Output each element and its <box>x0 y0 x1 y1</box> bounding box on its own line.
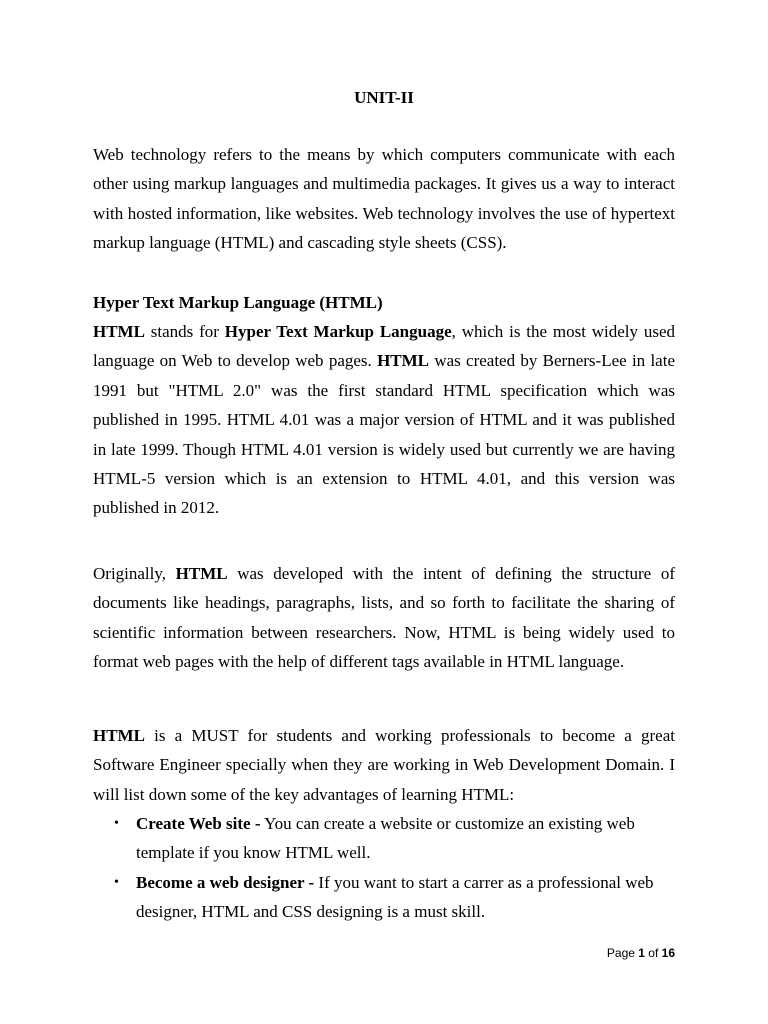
advantages-list <box>93 809 675 927</box>
bullet-icon: • <box>114 874 119 890</box>
text-run: stands for <box>144 322 225 341</box>
section-heading: Hyper Text Markup Language (HTML) <box>93 293 383 312</box>
footer-prefix: Page <box>606 946 639 960</box>
total-page-count: 16 <box>661 946 675 960</box>
text-run: was created by Berners-Lee in late 1991 but "HTML 2.0" was the first standard HTML specification which was published in 1995. HTML 4.01 was a major version of HTML and it was published in late 1999. Though HTML 4.01 version is widely used but currently we are having HTML-5 version which is an extension to HTML 4.01, and this version was published in 2012. <box>93 351 675 518</box>
bullet-text: If you want to start a carrer as a professional web designer, HTML and CSS designing is a must skill. <box>136 872 654 922</box>
page-title: UNIT-II <box>354 88 414 107</box>
html-advantages-paragraph <box>93 721 675 809</box>
text-run: was developed with the intent of defining the structure of documents like headings, paragraphs, lists, and so forth to facilitate the sharing of scientific information between researchers. Now, HTML is being widely used to format web pages with the help of different tags available in HTML language. <box>93 564 675 672</box>
bullet-label: Become a web designer - <box>136 872 315 892</box>
bullet-icon: • <box>114 816 119 831</box>
bold-term: Hyper Text Markup Language <box>224 322 452 341</box>
text-run: is a MUST for students and working professionals to become a great Software Engineer specially when they are working in Web Development Domain. I will list down some of the key advantages of learning HTML: <box>93 726 675 804</box>
page-number-footer <box>607 946 675 960</box>
bullet-label: Create Web site - <box>136 814 261 833</box>
text-run: Originally, <box>93 564 176 583</box>
list-item <box>93 809 675 868</box>
bold-term: HTML <box>93 726 145 745</box>
text-run: , which is the most widely used language on Web to develop web pages. <box>93 322 675 371</box>
bold-term: HTML <box>377 351 430 371</box>
intro-paragraph: Web technology refers to the means by which computers communicate with each other using markup languages and multimedia packages. It gives us a way to interact with hosted information, like websites. Web technology involves the use of hypertext markup language (HTML) and cascading style sheets (CSS). <box>93 145 675 253</box>
bullet-text: You can create a website or customize an existing web template if you know HTML well. <box>136 814 635 863</box>
bold-term: HTML <box>175 564 228 583</box>
bold-term: HTML <box>93 322 145 341</box>
current-page-number: 1 <box>638 946 645 960</box>
list-item <box>93 868 675 927</box>
html-origin-paragraph <box>93 559 675 677</box>
html-definition-paragraph <box>93 317 675 523</box>
footer-mid: of <box>644 946 662 960</box>
